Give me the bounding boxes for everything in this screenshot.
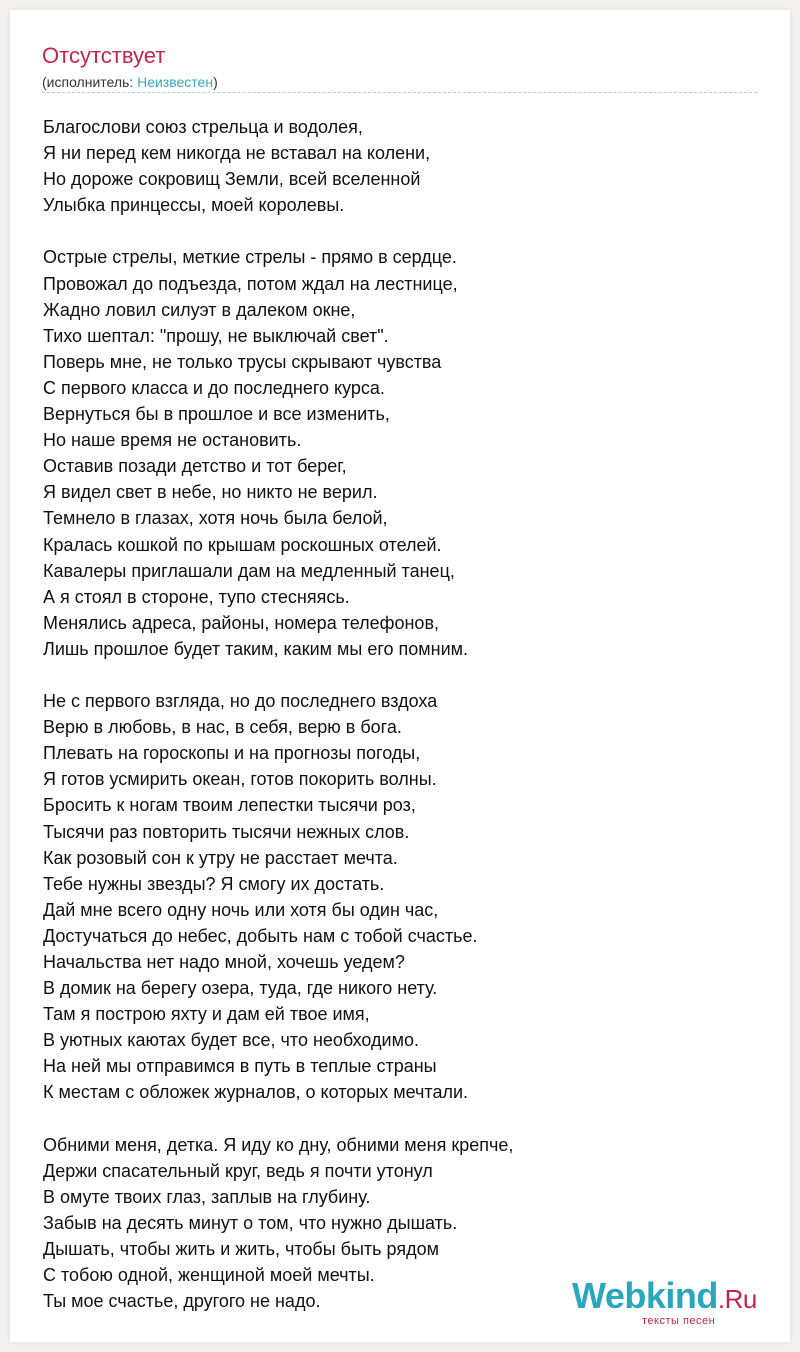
lyrics-line: Ты мое счастье, другого не надо.: [43, 1291, 321, 1312]
lyrics-line: Оставив позади детство и тот берег,: [43, 456, 347, 477]
lyrics-line: А я стоял в стороне, тупо стесняясь.: [43, 586, 350, 607]
lyrics-line: Но дороже сокровищ Земли, всей вселенной: [43, 169, 421, 190]
lyrics-line: В омуте твоих глаз, заплыв на глубину.: [43, 1186, 371, 1207]
lyrics-line: Начальства нет надо мной, хочешь уедем?: [43, 952, 405, 972]
lyrics-line: Я готов усмирить океан, готов покорить волны.: [43, 769, 437, 790]
lyrics-line: Но наше время не остановить.: [43, 430, 302, 451]
lyrics-stanza: [43, 114, 763, 218]
lyrics-line: Забыв на десять минут о том, что нужно дышать.: [43, 1212, 458, 1233]
lyrics-line: Дай мне всего одну ночь или хотя бы один час,: [43, 899, 439, 920]
lyrics-page: [10, 10, 790, 1342]
lyrics-line: Тысячи раз повторить тысячи нежных слов.: [43, 821, 410, 842]
lyrics-line: С первого класса и до последнего курса.: [43, 377, 385, 398]
lyrics-line: Жадно ловил силуэт в далеком окне,: [43, 299, 356, 320]
lyrics-line: Бросить к ногам твоим лепестки тысячи роз,: [43, 795, 416, 816]
site-logo[interactable]: [572, 1276, 772, 1326]
artist-line: [42, 73, 218, 91]
artist-prefix: (исполнитель:: [42, 74, 138, 90]
lyrics-line: В уютных каютах будет все, что необходимо.: [43, 1030, 419, 1051]
lyrics-line: Плевать на гороскопы и на прогнозы погоды,: [43, 743, 421, 764]
lyrics-line: Лишь прошлое будет таким, каким мы его помним.: [43, 638, 469, 659]
lyrics-line: Улыбка принцессы, моей королевы.: [43, 195, 345, 216]
lyrics-line: Я видел свет в небе, но никто не верил.: [43, 482, 378, 503]
lyrics-stanza: [43, 244, 763, 662]
lyrics-line: Как розовый сон к утру не расстает мечта.: [43, 847, 398, 868]
lyrics-line: Кралась кошкой по крышам роскошных отелей.: [43, 534, 442, 555]
lyrics-line: Держи спасательный круг, ведь я почти утонул: [43, 1160, 433, 1181]
artist-link[interactable]: Неизвестен: [137, 74, 214, 90]
lyrics-line: Не с первого взгляда, но до последнего вздоха: [43, 691, 438, 712]
logo-tagline: тексты песен: [642, 1315, 716, 1327]
lyrics-line: С тобою одной, женщиной моей мечты.: [43, 1265, 375, 1286]
lyrics-line: Менялись адреса, районы, номера телефонов,: [43, 612, 440, 633]
lyrics-line: Там я построю яхту и дам ей твое имя,: [43, 1004, 370, 1025]
logo-name: Webkind: [572, 1275, 718, 1316]
lyrics-line: Благослови союз стрельца и водолея,: [43, 117, 363, 137]
lyrics-line: Тебе нужны звезды? Я смогу их достать.: [43, 873, 385, 894]
lyrics-line: Дышать, чтобы жить и жить, чтобы быть рядом: [43, 1239, 439, 1260]
artist-suffix: ): [213, 74, 218, 90]
lyrics-line: Вернуться бы в прошлое и все изменить,: [43, 404, 390, 425]
title-divider: [42, 92, 757, 93]
lyrics-line: Поверь мне, не только трусы скрывают чувства: [43, 351, 442, 372]
logo-domain: .Ru: [717, 1284, 757, 1314]
lyrics-line: К местам с обложек журналов, о которых мечтали.: [43, 1082, 469, 1103]
lyrics-line: На ней мы отправимся в путь в теплые страны: [43, 1056, 437, 1077]
lyrics-line: В домик на берегу озера, туда, где никого нету.: [43, 978, 438, 999]
lyrics-line: Обними меня, детка. Я иду ко дну, обними меня крепче,: [43, 1134, 514, 1155]
lyrics-line: Я ни перед кем никогда не вставал на колени,: [43, 143, 431, 164]
song-title: Отсутствует: [42, 43, 166, 68]
lyrics-stanza: [43, 688, 763, 1106]
lyrics-line: Верю в любовь, в нас, в себя, верю в бога.: [43, 717, 402, 738]
lyrics-line: Темнело в глазах, хотя ночь была белой,: [43, 508, 388, 529]
lyrics-line: Острые стрелы, меткие стрелы - прямо в сердце.: [43, 247, 457, 268]
lyrics-line: Достучаться до небес, добыть нам с тобой счастье.: [43, 925, 478, 946]
lyrics-line: Кавалеры приглашали дам на медленный танец,: [43, 560, 455, 581]
lyrics-line: Тихо шептал: "прошу, не выключай свет".: [43, 325, 389, 346]
logo-wordmark: [572, 1276, 757, 1319]
lyrics-line: Провожал до подъезда, потом ждал на лестнице,: [43, 273, 458, 294]
lyrics-text: [43, 114, 763, 1340]
